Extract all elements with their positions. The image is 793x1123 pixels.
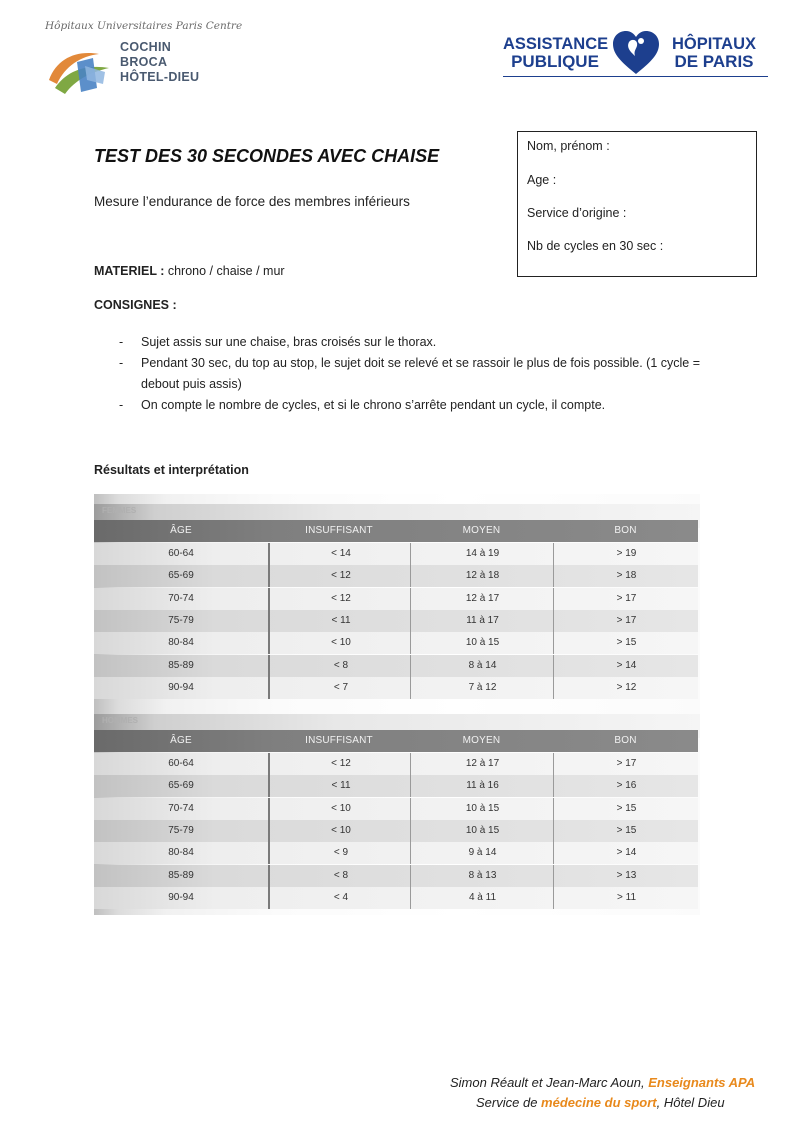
table-cell: > 15 — [553, 632, 699, 654]
table-cell: < 11 — [268, 610, 412, 632]
logo-name-1: COCHIN — [120, 40, 172, 54]
consignes-list — [119, 332, 709, 416]
table-cell: 85-89 — [168, 659, 194, 671]
table-cell: 75-79 — [168, 614, 194, 626]
table-row — [94, 588, 698, 610]
table-cell: 11 à 16 — [410, 775, 554, 797]
table-cell: 60-64 — [168, 548, 194, 559]
list-item — [119, 395, 709, 416]
table-cell: < 11 — [268, 775, 412, 797]
table-cell: 90-94 — [168, 681, 194, 693]
table-cell: < 10 — [268, 820, 412, 842]
aphp-line-hopitaux: HÔPITAUX — [671, 35, 757, 53]
table-cell: < 12 — [268, 588, 412, 610]
bullet-dash: - — [119, 398, 124, 412]
table-column-header: MOYEN — [462, 525, 501, 536]
table-cell: < 12 — [268, 753, 412, 775]
table-cell: 70-74 — [168, 592, 194, 604]
table-row — [94, 632, 698, 654]
patient-info-box — [517, 131, 757, 277]
table-cell: < 9 — [268, 842, 412, 864]
consigne-text-2: Pendant 30 sec, du top au stop, le sujet doit se relevé et se rassoir le plus de fois possible. (1 cycle = debout puis assis) — [141, 356, 700, 391]
table-cell: > 16 — [553, 775, 699, 797]
footer-service-prefix: Service de — [476, 1095, 542, 1110]
table-cell: 8 à 14 — [410, 655, 554, 677]
table-cell: < 4 — [268, 887, 412, 909]
aphp-line-assistance: ASSISTANCE — [503, 35, 609, 53]
table-column-header: ÂGE — [170, 735, 192, 746]
list-item — [119, 353, 709, 395]
table-cell: 12 à 18 — [410, 565, 554, 587]
aphp-line-de-paris: DE PARIS — [674, 52, 754, 71]
table-cell: 12 à 17 — [410, 588, 554, 610]
table-column-header: ÂGE — [170, 525, 192, 536]
aphp-logo-right-text — [660, 36, 768, 70]
table-cell: > 11 — [553, 887, 699, 909]
table-row — [94, 655, 698, 677]
table-row — [94, 753, 698, 775]
table-cell: > 19 — [553, 543, 699, 565]
table-cell: > 15 — [553, 798, 699, 820]
table-cell: > 15 — [553, 820, 699, 842]
field-cycles: Nb de cycles en 30 sec : — [527, 239, 664, 253]
table-cell: 65-69 — [168, 780, 194, 792]
table-column-header: INSUFFISANT — [305, 525, 373, 536]
consigne-text-1: Sujet assis sur une chaise, bras croisés sur le thorax. — [141, 335, 437, 349]
table-cell: > 18 — [553, 565, 699, 587]
table-banner-label: HOMMES — [102, 716, 138, 725]
table-cell: < 8 — [268, 865, 412, 887]
table-cell: > 12 — [553, 677, 699, 699]
table-cell: 65-69 — [168, 570, 194, 582]
results-heading: Résultats et interprétation — [94, 463, 249, 477]
footer-role: Enseignants APA — [648, 1075, 756, 1090]
aphp-logo-left-text — [503, 36, 607, 70]
bullet-dash: - — [119, 356, 124, 370]
table-cell: 12 à 17 — [410, 753, 554, 775]
table-column-header: INSUFFISANT — [305, 735, 373, 746]
aphp-logo — [503, 28, 768, 82]
table-row — [94, 543, 698, 565]
logo-hospital-names — [120, 40, 199, 85]
field-age: Age : — [527, 173, 557, 187]
materiel-line — [94, 264, 285, 278]
table-row — [94, 798, 698, 820]
table-column-header: MOYEN — [462, 735, 501, 746]
table-cell: < 10 — [268, 632, 412, 654]
consignes-heading: CONSIGNES : — [94, 298, 177, 312]
footer-service-suffix: , Hôtel Dieu — [656, 1095, 725, 1110]
list-item — [119, 332, 709, 353]
table-cell: 14 à 19 — [410, 543, 554, 565]
footer-service-highlight: médecine du sport — [541, 1095, 657, 1110]
table-cell: < 14 — [268, 543, 412, 565]
materiel-value: chrono / chaise / mur — [164, 264, 285, 278]
materiel-label: MATERIEL : — [94, 264, 165, 278]
table-column-header: BON — [614, 525, 637, 536]
table-row — [94, 865, 698, 887]
table-row — [94, 842, 698, 864]
table-cell: < 8 — [268, 655, 412, 677]
footer-authors-names: Simon Réault et Jean-Marc Aoun, — [450, 1075, 649, 1090]
table-header-row — [94, 520, 698, 542]
table-cell: 8 à 13 — [410, 865, 554, 887]
table-cell: 10 à 15 — [410, 798, 554, 820]
footer-authors — [450, 1075, 755, 1090]
table-cell: 90-94 — [168, 891, 194, 903]
field-name: Nom, prénom : — [527, 139, 610, 153]
table-cell: > 17 — [553, 753, 699, 775]
table-row — [94, 887, 698, 909]
table-cell: 10 à 15 — [410, 820, 554, 842]
table-row — [94, 820, 698, 842]
table-row — [94, 677, 698, 699]
logo-name-3: HÔTEL-DIEU — [120, 70, 200, 84]
table-cell: < 10 — [268, 798, 412, 820]
table-cell: < 12 — [268, 565, 412, 587]
table-row — [94, 565, 698, 587]
field-service: Service d’origine : — [527, 206, 627, 220]
logo-script-line: Hôpitaux Universitaires Paris Centre — [45, 20, 243, 32]
page-subtitle: Mesure l’endurance de force des membres inférieurs — [94, 194, 410, 209]
consigne-text-3: On compte le nombre de cycles, et si le chrono s’arrête pendant un cycle, il compte. — [141, 398, 606, 412]
bullet-dash: - — [119, 335, 124, 349]
hospital-emblem-icon — [47, 44, 117, 102]
table-cell: 10 à 15 — [410, 632, 554, 654]
table-cell: 11 à 17 — [410, 610, 554, 632]
table-cell: 70-74 — [168, 802, 194, 814]
page-title: TEST DES 30 SECONDES AVEC CHAISE — [94, 146, 440, 166]
table-cell: 75-79 — [168, 824, 194, 836]
table-row — [94, 775, 698, 797]
table-cell: 9 à 14 — [410, 842, 554, 864]
footer-service — [476, 1095, 725, 1110]
table-row — [94, 610, 698, 632]
table-cell: 80-84 — [168, 637, 194, 649]
aphp-logo-underline — [503, 76, 768, 77]
hospital-logo-left — [35, 18, 243, 102]
table-cell: 7 à 12 — [410, 677, 554, 699]
table-cell: 4 à 11 — [410, 887, 554, 909]
results-scan — [94, 494, 700, 915]
table-cell: > 13 — [553, 865, 699, 887]
table-cell: > 14 — [553, 655, 699, 677]
table-cell: 60-64 — [168, 758, 194, 769]
table-cell: < 7 — [268, 677, 412, 699]
heart-icon — [611, 28, 661, 78]
table-cell: > 17 — [553, 610, 699, 632]
logo-name-2: BROCA — [120, 55, 168, 69]
table-cell: 85-89 — [168, 869, 194, 881]
table-cell: > 17 — [553, 588, 699, 610]
aphp-line-publique: PUBLIQUE — [511, 52, 599, 71]
table-column-header: BON — [614, 735, 637, 746]
table-banner-label: FEMMES — [102, 506, 137, 515]
table-cell: > 14 — [553, 842, 699, 864]
table-cell: 80-84 — [168, 847, 194, 859]
table-header-row — [94, 730, 698, 752]
